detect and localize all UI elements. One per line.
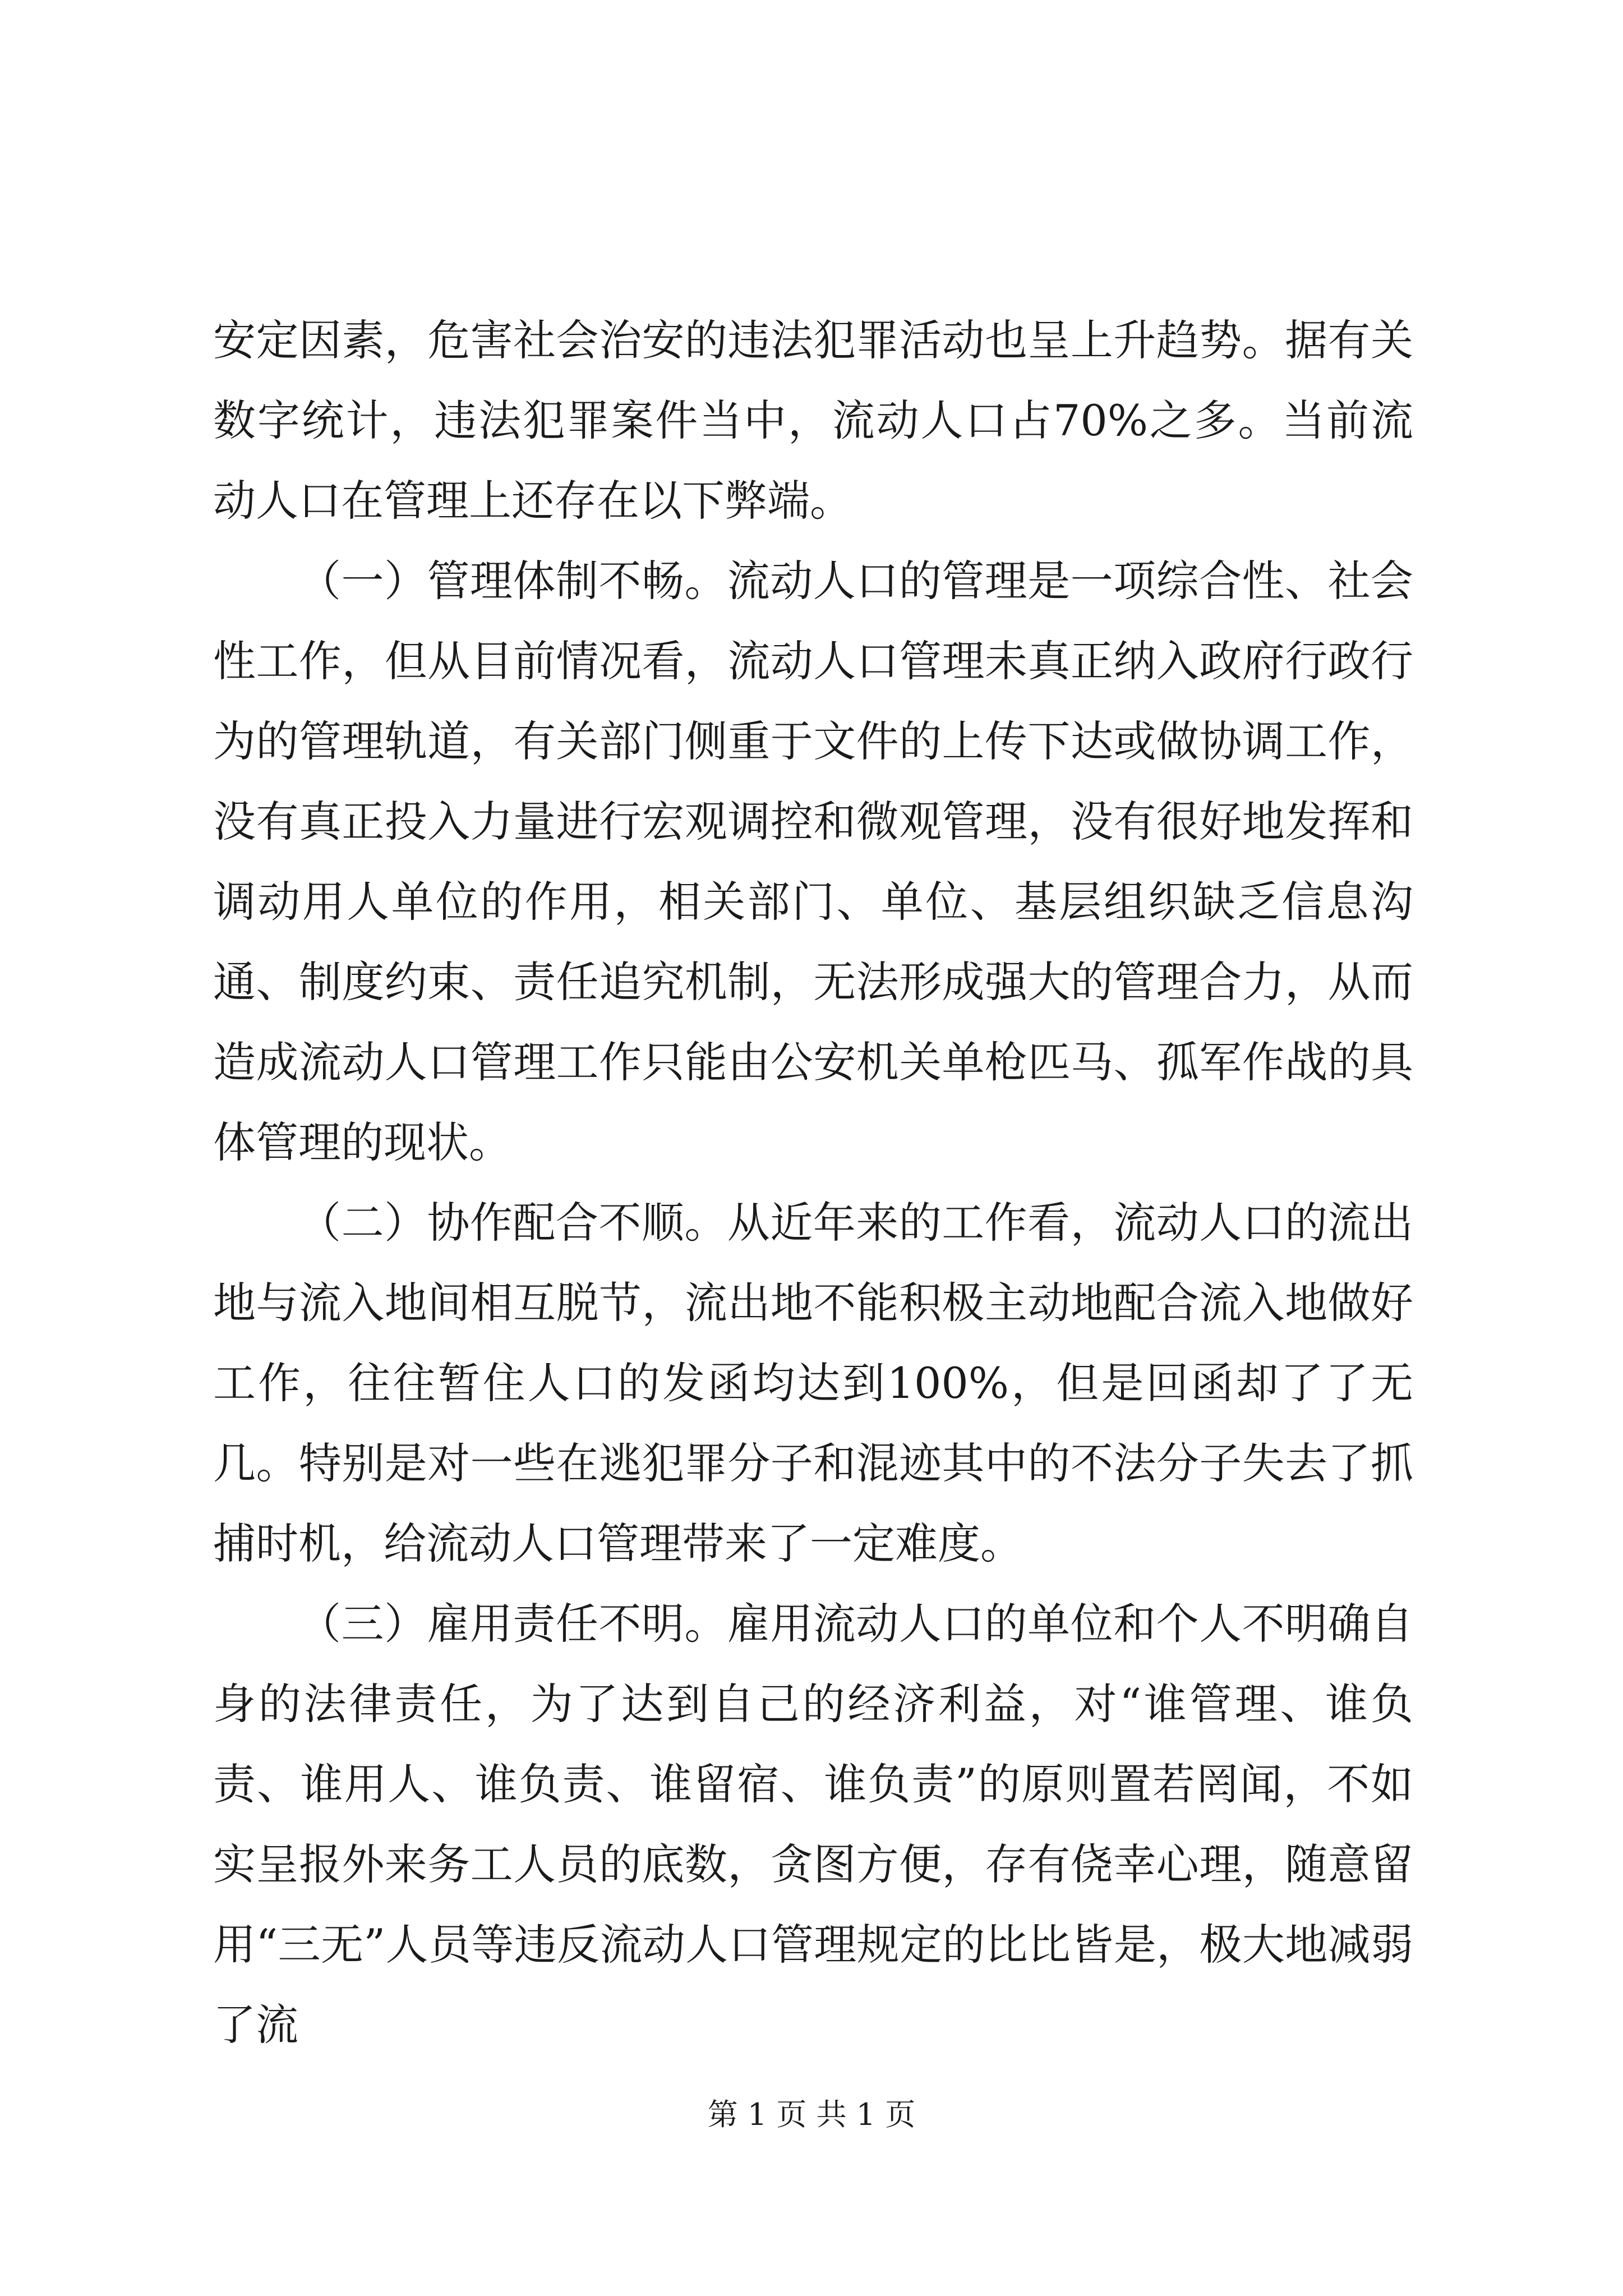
paragraph-continuation: 安定因素，危害社会治安的违法犯罪活动也呈上升趋势。据有关数字统计，违法犯罪案件当中，流动人口占70%之多。当前流动人口在管理上还存在以下弊端。 <box>213 315 1413 526</box>
paragraph-cooperation: （二）协作配合不顺。从近年来的工作看，流动人口的流出地与流入地间相互脱节，流出地不能积极主动地配合流入地做好工作，往往暂住人口的发函均达到100%，但是回函却了了无几。特别是对一些在逃犯罪分子和混迹其中的不法分子失去了抓捕时机，给流动人口管理带来了一定难度。 <box>213 1198 1413 1568</box>
page-footer: 第 1 页 共 1 页 <box>707 2097 916 2132</box>
paragraph-employment-responsibility: （三）雇用责任不明。雇用流动人口的单位和个人不明确自身的法律责任，为了达到自己的经济利益，对“谁管理、谁负责、谁用人、谁负责、谁留宿、谁负责”的原则置若罔闻，不如实呈报外来务工人员的底数，贪图方便，存有侥幸心理，随意留用“三无”人员等违反流动人口管理规定的比比皆是，极大地减弱了流 <box>213 1599 1413 2050</box>
document-body <box>213 300 1413 2065</box>
paragraph-management-system: （一）管理体制不畅。流动人口的管理是一项综合性、社会性工作，但从目前情况看，流动人口管理未真正纳入政府行政行为的管理轨道，有关部门侧重于文件的上传下达或做协调工作，没有真正投入力量进行宏观调控和微观管理，没有很好地发挥和调动用人单位的作用，相关部门、单位、基层组织缺乏信息沟通、制度约束、责任追究机制，无法形成强大的管理合力，从而造成流动人口管理工作只能由公安机关单枪匹马、孤军作战的具体管理的现状。 <box>213 556 1413 1167</box>
